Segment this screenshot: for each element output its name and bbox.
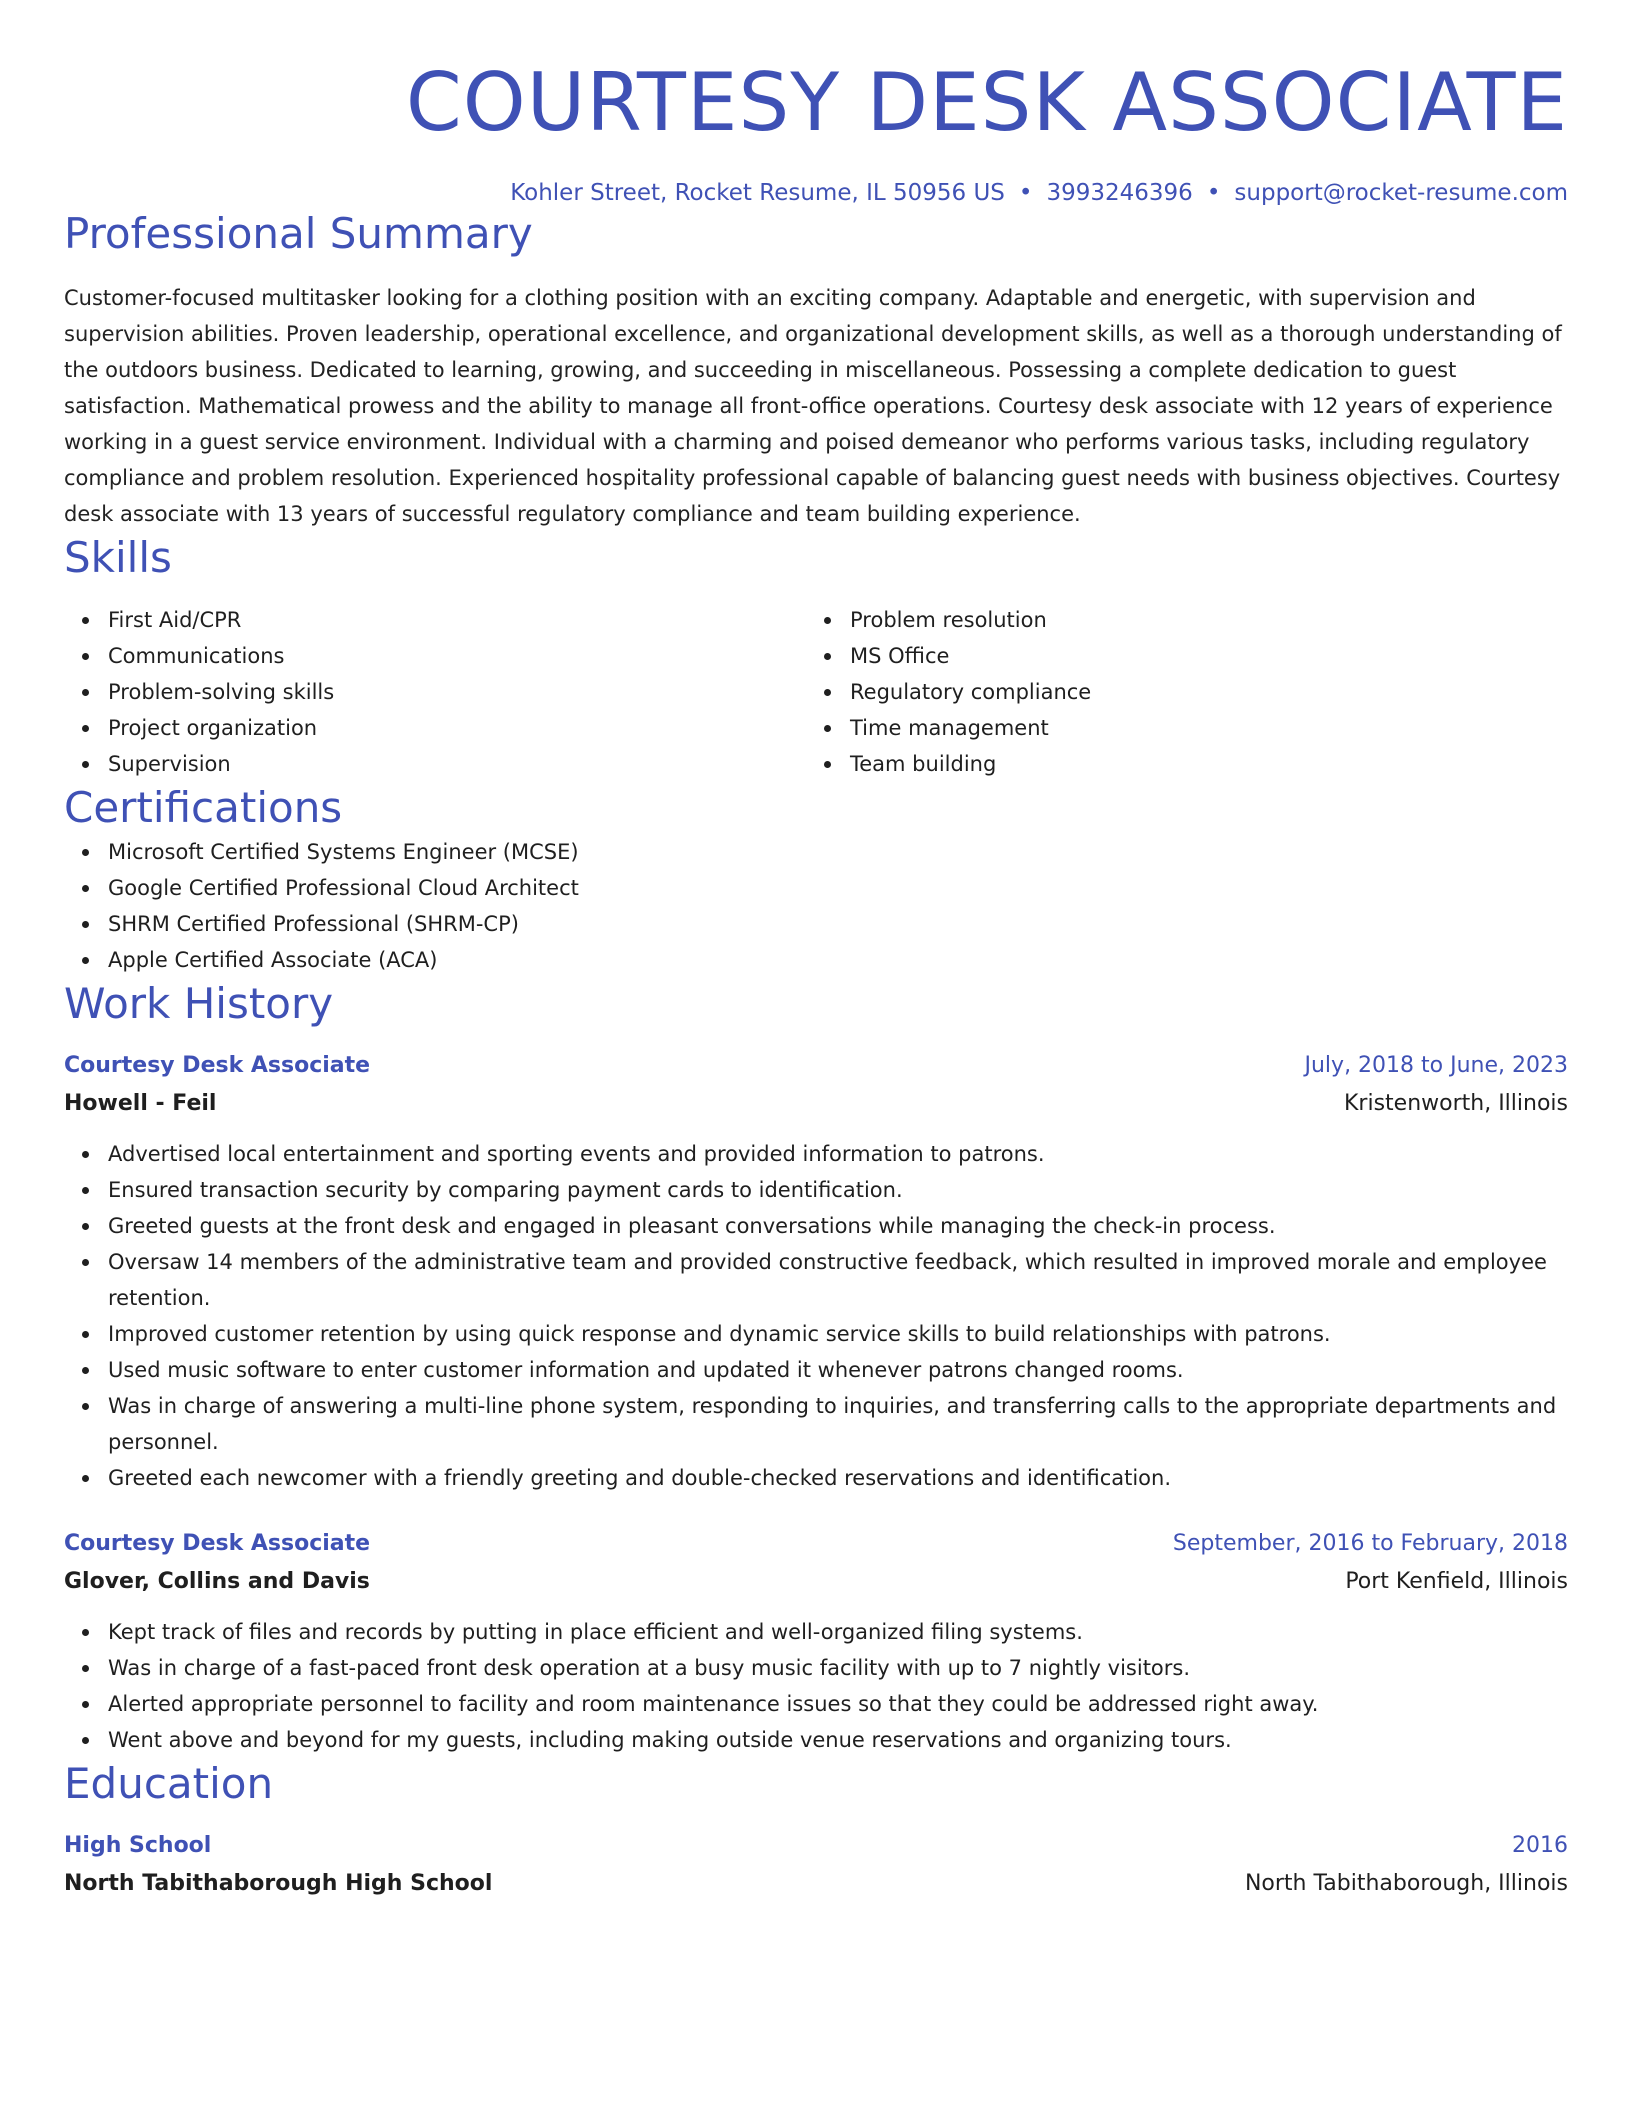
certification-item: Google Certified Professional Cloud Architect: [108, 870, 1568, 906]
certifications-section: [64, 782, 1568, 978]
contact-line: [64, 178, 1568, 208]
job-bullet: Advertised local entertainment and sporting events and provided information to patrons.: [108, 1136, 1568, 1172]
job-header-row: [64, 1048, 1568, 1084]
job-bullet: Went above and beyond for my guests, including making outside venue reservations and organizing tours.: [108, 1722, 1568, 1758]
skills-column-left: [64, 602, 806, 782]
skill-item: Project organization: [108, 710, 806, 746]
job-company-row: [64, 1084, 1568, 1124]
job-title: Courtesy Desk Associate: [64, 1053, 371, 1078]
job-location: Port Kenfield, Illinois: [1345, 1569, 1568, 1594]
job-company-row: [64, 1562, 1568, 1602]
job-bullet: Kept track of files and records by putting in place efficient and well-organized filing systems.: [108, 1614, 1568, 1650]
job-dates: July, 2018 to June, 2023: [1304, 1053, 1568, 1078]
section-heading-education: Education: [64, 1759, 274, 1808]
skill-item: Regulatory compliance: [850, 674, 1548, 710]
skills-list-right: [806, 602, 1548, 782]
job-bullet: Greeted each newcomer with a friendly greeting and double-checked reservations and identification.: [108, 1460, 1568, 1496]
skill-item: Team building: [850, 746, 1548, 782]
skills-list-left: [64, 602, 806, 782]
job-bullets: [64, 1136, 1568, 1496]
education-location: North Tabithaborough, Illinois: [1244, 1871, 1568, 1896]
certification-item: Microsoft Certified Systems Engineer (MCSE): [108, 834, 1568, 870]
skill-item: Problem-solving skills: [108, 674, 806, 710]
skill-item: MS Office: [850, 638, 1548, 674]
resume-name: COURTESY DESK ASSOCIATE: [405, 56, 1568, 149]
job-entry: [64, 1526, 1568, 1758]
section-heading-certifications: Certifications: [64, 783, 343, 832]
section-heading-skills: Skills: [64, 533, 172, 582]
skill-item: Communications: [108, 638, 806, 674]
education-school: North Tabithaborough High School: [64, 1871, 493, 1896]
skill-item: Problem resolution: [850, 602, 1548, 638]
job-company: Glover, Collins and Davis: [64, 1569, 370, 1594]
job-bullet: Used music software to enter customer information and updated it whenever patrons changed rooms.: [108, 1352, 1568, 1388]
certification-item: SHRM Certified Professional (SHRM-CP): [108, 906, 1568, 942]
section-heading-summary: Professional Summary: [64, 209, 533, 258]
summary-section: [64, 208, 1568, 532]
job-bullet: Was in charge of a fast-paced front desk operation at a busy music facility with up to 7 nightly visitors.: [108, 1650, 1568, 1686]
contact-address: Kohler Street, Rocket Resume, IL 50956 US: [510, 180, 1005, 206]
job-bullet: Was in charge of answering a multi-line phone system, responding to inquiries, and transferring calls to the appropriate departments and personnel.: [108, 1388, 1568, 1460]
job-bullet: Greeted guests at the front desk and engaged in pleasant conversations while managing the check-in process.: [108, 1208, 1568, 1244]
education-section: [64, 1758, 1568, 1904]
work-history-section: [64, 978, 1568, 1758]
job-header-row: [64, 1526, 1568, 1562]
job-location: Kristenworth, Illinois: [1343, 1091, 1568, 1116]
contact-phone: 3993246396: [1046, 180, 1193, 206]
job-bullet: Improved customer retention by using quick response and dynamic service skills to build relationships with patrons.: [108, 1316, 1568, 1352]
job-dates: September, 2016 to February, 2018: [1172, 1531, 1568, 1556]
education-header-row: [64, 1828, 1568, 1864]
summary-text: Customer-focused multitasker looking for a clothing position with an exciting company. Adaptable and energetic, with supervision and supervision abilities. Proven leadership, operational excellence, and organizational development skills, as well as a thorough understanding of the outdoors business. Dedicated to learning, growing, and succeeding in miscellaneous. Possessing a complete dedication to guest satisfaction. Mathematical prowess and the ability to manage all front-office operations. Courtesy desk associate with 12 years of experience working in a guest service environment. Individual with a charming and poised demeanor who performs various tasks, including regulatory compliance and problem resolution. Experienced hospitality professional capable of balancing guest needs with business objectives. Courtesy desk associate with 13 years of successful regulatory compliance and team building experience.: [64, 286, 1562, 526]
job-bullet: Alerted appropriate personnel to facility and room maintenance issues so that they could be addressed right away.: [108, 1686, 1568, 1722]
skills-grid: [64, 602, 1568, 782]
skills-column-right: [806, 602, 1548, 782]
job-bullet: Ensured transaction security by comparing payment cards to identification.: [108, 1172, 1568, 1208]
education-entry: [64, 1828, 1568, 1904]
job-title: Courtesy Desk Associate: [64, 1531, 371, 1556]
skill-item: Supervision: [108, 746, 806, 782]
contact-email: support@rocket-resume.com: [1234, 180, 1568, 206]
job-bullets: [64, 1614, 1568, 1758]
certifications-list: [64, 834, 1568, 978]
job-company: Howell - Feil: [64, 1091, 217, 1116]
skill-item: First Aid/CPR: [108, 602, 806, 638]
skills-section: [64, 532, 1568, 782]
job-bullet: Oversaw 14 members of the administrative team and provided constructive feedback, which resulted in improved morale and employee retention.: [108, 1244, 1568, 1316]
education-degree: High School: [64, 1833, 212, 1858]
skill-item: Time management: [850, 710, 1548, 746]
section-heading-work-history: Work History: [64, 979, 334, 1028]
education-school-row: [64, 1864, 1568, 1904]
contact-separator: •: [1206, 180, 1221, 206]
contact-separator: •: [1018, 180, 1033, 206]
education-year: 2016: [1512, 1833, 1568, 1858]
job-entry: [64, 1048, 1568, 1496]
certification-item: Apple Certified Associate (ACA): [108, 942, 1568, 978]
